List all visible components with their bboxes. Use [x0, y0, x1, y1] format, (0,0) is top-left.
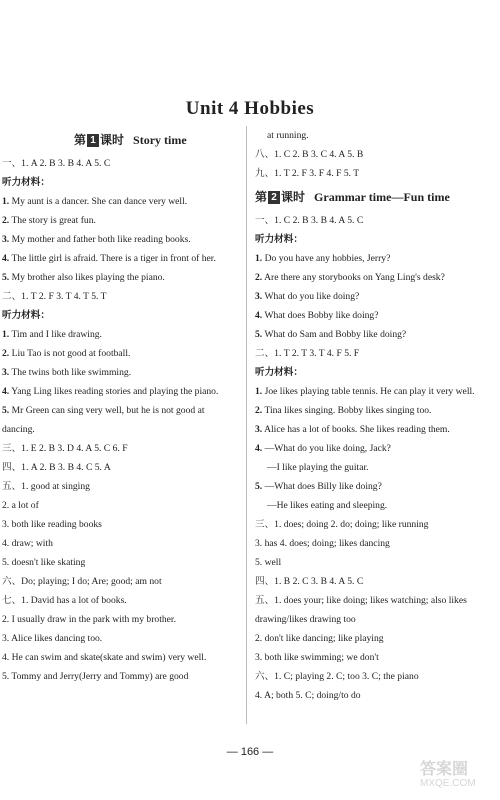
listening-label: 听力材料： — [2, 177, 50, 188]
list-item: 4. The little girl is afraid. There is a tiger in front of her. — [2, 253, 216, 264]
answer-row: 二、1. T 2. F 3. T 4. T 5. T — [2, 291, 107, 302]
lesson-name: Grammar time—Fun time — [314, 190, 450, 204]
answer-item: 5. well — [255, 557, 282, 568]
answer-row: 五、1. good at singing — [2, 481, 90, 492]
list-item: 3. My mother and father both like reading books. — [2, 234, 191, 245]
answer-row: 四、1. B 2. C 3. B 4. A 5. C — [255, 576, 364, 587]
answer-row: 七、1. David has a lot of books. — [2, 595, 127, 606]
list-item: 2. The story is great fun. — [2, 215, 96, 226]
watermark-top: 答案圈 — [420, 759, 469, 778]
answer-item: 5. doesn't like skating — [2, 557, 86, 568]
lesson-number-badge: 1 — [87, 134, 99, 147]
right-column — [255, 126, 487, 705]
answer-row: 九、1. T 2. F 3. F 4. F 5. T — [255, 168, 360, 179]
answer-item: 3. both like reading books — [2, 519, 102, 530]
answer-item: 2. don't like dancing; like playing — [255, 633, 384, 644]
answer-row: 一、1. A 2. B 3. B 4. A 5. C — [2, 158, 111, 169]
list-item: 2. Are there any storybooks on Yang Ling's desk? — [255, 272, 445, 283]
answer-item: 4. draw; with — [2, 538, 53, 549]
lesson-number-badge: 2 — [268, 191, 280, 204]
list-item: 3. The twins both like swimming. — [2, 367, 132, 378]
answer-row: 一、1. C 2. B 3. B 4. A 5. C — [255, 215, 364, 226]
answer-row: 四、1. A 2. B 3. B 4. C 5. A — [2, 462, 111, 473]
watermark-bottom: MXQE.COM — [420, 778, 476, 789]
answer-item: 3. has 4. does; doing; likes dancing — [255, 538, 390, 549]
answer-item: 2. a lot of — [2, 500, 39, 511]
answer-row: 三、1. does; doing 2. do; doing; like running — [255, 519, 429, 530]
watermark-logo — [420, 760, 492, 794]
lesson-2-heading: 第 2 课时 Grammar time—Fun time — [255, 183, 487, 211]
list-item: 5. My brother also likes playing the piano. — [2, 272, 165, 283]
answer-row: 六、Do; playing; I do; Are; good; am not — [2, 576, 162, 587]
answer-item: 4. He can swim and skate(skate and swim) very well. — [2, 652, 207, 663]
list-item: 4. —What do you like doing, Jack? — [255, 443, 391, 454]
answer-item: 2. I usually draw in the park with my brother. — [2, 614, 176, 625]
list-item: 3. Alice has a lot of books. She likes reading them. — [255, 424, 450, 435]
list-item: 2. Liu Tao is not good at football. — [2, 348, 131, 359]
page-number: — 166 — — [226, 746, 274, 758]
list-item: 3. What do you like doing? — [255, 291, 360, 302]
answer-item: 3. both like swimming; we don't — [255, 652, 379, 663]
continued-text: at running. — [267, 130, 309, 141]
list-item: 4. What does Bobby like doing? — [255, 310, 379, 321]
listening-label: 听力材料： — [2, 310, 50, 321]
list-item: 5. What do Sam and Bobby like doing? — [255, 329, 407, 340]
column-divider — [246, 126, 247, 724]
list-item: 5. —What does Billy like doing? — [255, 481, 382, 492]
answer-row: 六、1. C; playing 2. C; too 3. C; the piano — [255, 671, 419, 682]
lesson-name: Story time — [133, 133, 187, 147]
unit-title: Unit 4 Hobbies — [185, 98, 315, 119]
left-column — [2, 126, 234, 686]
answer-row: 五、1. does your; like doing; likes watching; also likes drawing/likes drawing too — [255, 595, 467, 625]
answer-item: 4. A; both 5. C; doing/to do — [255, 690, 361, 701]
answer-item: 3. Alice likes dancing too. — [2, 633, 103, 644]
list-item: 1. My aunt is a dancer. She can dance very well. — [2, 196, 188, 207]
list-item: 1. Tim and I like drawing. — [2, 329, 102, 340]
list-item: 4. Yang Ling likes reading stories and playing the piano. — [2, 386, 219, 397]
list-item: 2. Tina likes singing. Bobby likes singing too. — [255, 405, 432, 416]
list-item: 1. Joe likes playing table tennis. He can play it very well. — [255, 386, 475, 397]
list-item: —I like playing the guitar. — [267, 462, 369, 473]
listening-label: 听力材料： — [255, 234, 303, 245]
lesson-1-heading: 第 1 课时 Story time — [2, 126, 234, 154]
list-item: 1. Do you have any hobbies, Jerry? — [255, 253, 391, 264]
answer-row: 三、1. E 2. B 3. D 4. A 5. C 6. F — [2, 443, 128, 454]
answer-row: 二、1. T 2. T 3. T 4. F 5. F — [255, 348, 360, 359]
listening-label: 听力材料： — [255, 367, 303, 378]
answer-item: 5. Tommy and Jerry(Jerry and Tommy) are good — [2, 671, 189, 682]
list-item: 5. Mr Green can sing very well, but he is not good at dancing. — [2, 405, 205, 435]
list-item: —He likes eating and sleeping. — [267, 500, 388, 511]
answer-row: 八、1. C 2. B 3. C 4. A 5. B — [255, 149, 364, 160]
